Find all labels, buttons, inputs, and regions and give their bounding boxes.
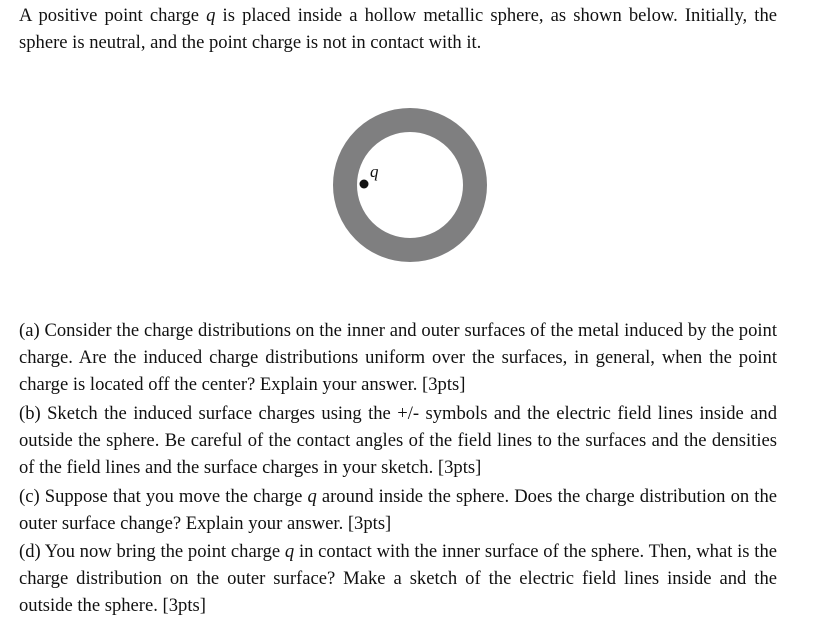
hollow-sphere-figure <box>330 105 490 265</box>
question-b: (b) Sketch the induced surface charges using the +/- symbols and the electric field lines inside and outside the sphere. Be careful of the contact angles of the field lines to the surfaces and the densities of the field lines and the surface charges in your sketch. [3pts] <box>19 403 777 478</box>
question-c <box>19 483 777 537</box>
question-c-variable: q <box>307 486 317 507</box>
question-c-text-2: around inside the sphere. Does the charge distribution on the outer surface change? Explain your answer. [3pts] <box>19 486 777 534</box>
charge-variable: q <box>206 5 216 26</box>
point-charge-dot <box>360 180 369 189</box>
intro-text-2: is placed inside a hollow metallic sphere, as shown below. Initially, the sphere is neutral, and the point charge is not in contact with it. <box>19 5 777 53</box>
intro-text-1: A positive point charge <box>19 5 207 26</box>
question-d-variable: q <box>284 541 295 562</box>
question-a: (a) Consider the charge distributions on the inner and outer surfaces of the metal induced by the point charge. Are the induced charge distributions uniform over the surfaces, in general, when the point charge is located off the center? Explain your answer. [3pts] <box>19 320 777 395</box>
question-d-text-1: (d) You now bring the point charge <box>19 541 285 562</box>
question-d <box>19 538 777 619</box>
problem-intro <box>19 2 777 56</box>
question-c-text-1: (c) Suppose that you move the charge <box>19 486 308 507</box>
charge-label: q <box>370 162 379 181</box>
question-d-text-2: in contact with the inner surface of the sphere. Then, what is the charge distribution on the outer surface? Make a sketch of the electric field lines inside and the outside the sphere. [3pts] <box>19 541 778 616</box>
